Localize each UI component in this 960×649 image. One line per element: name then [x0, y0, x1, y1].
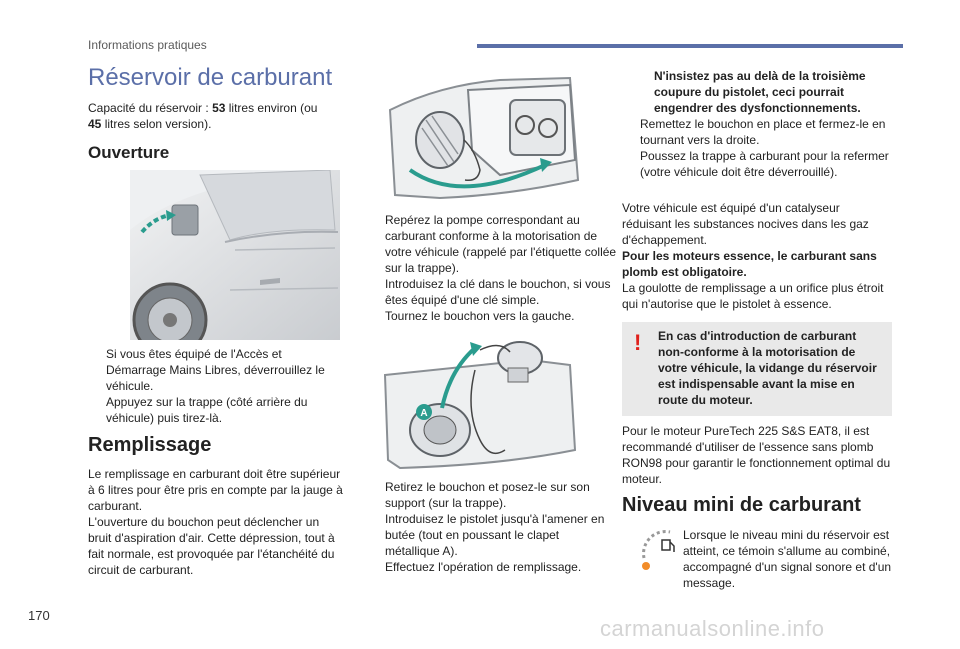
warning-box-text: En cas d'introduction de carburant non-conforme à la motorisation de votre véhicule, la vidange du réservoir est indispensable avant la mise en route du moteur. [658, 329, 877, 407]
warning-box [622, 322, 892, 416]
niveau-text: Lorsque le niveau mini du réservoir est atteint, ce témoin s'allume au combiné, accompagné d'un signal sonore et d'un message. [683, 528, 892, 590]
car-fuel-flap-illustration [130, 170, 340, 340]
closing-steps [622, 116, 890, 180]
remplissage-para-1: Le remplissage en carburant doit être supérieur à 6 litres pour être pris en compte par la jauge à carburant. [88, 467, 343, 513]
list-item: Si vous êtes équipé de l'Accès et Démarrage Mains Libres, déverrouillez le véhicule. [106, 347, 325, 393]
catalyst-para: Votre véhicule est équipé d'un catalyseur réduisant les substances nocives dans les gaz d'échappement. [622, 201, 869, 247]
warning-top: N'insistez pas au delà de la troisième coupure du pistolet, ceci pourrait engendrer des dysfonctionnements. [654, 69, 866, 115]
fuel-cap-key-illustration [380, 70, 590, 205]
list-item: Introduisez le pistolet jusqu'à l'amener en butée (tout en poussant le clapet métallique A). [385, 512, 605, 558]
fuel-gauge-icon [640, 528, 680, 572]
petrol-note: La goulotte de remplissage a un orifice plus étroit qui n'autorise que le pistolet à essence. [622, 281, 884, 311]
label-a: A [420, 408, 428, 419]
steps-list-2 [367, 479, 617, 575]
cap-removed-illustration [380, 330, 590, 470]
page-title: Réservoir de carburant [88, 64, 333, 91]
petrol-bold: Pour les moteurs essence, le carburant sans plomb est obligatoire. [622, 249, 877, 279]
watermark: carmanualsonline.info [600, 616, 825, 641]
list-item: Effectuez l'opération de remplissage. [385, 560, 582, 574]
heading-niveau: Niveau mini de carburant [622, 494, 861, 516]
fuel-flap-shape [172, 205, 198, 235]
list-item: Tournez le bouchon vers la gauche. [385, 309, 575, 323]
header-bar [477, 44, 903, 48]
catalyst-text [622, 200, 890, 312]
list-item: Retirez le bouchon et posez-le sur son support (sur la trappe). [385, 480, 590, 510]
list-item: Appuyez sur la trappe (côté arrière du véhicule) puis tirez-là. [106, 395, 308, 425]
puretech-text: Pour le moteur PureTech 225 S&S EAT8, il est recommandé d'utiliser de l'essence sans plomb RON98 pour garantir le fonctionnement optimal du moteur. [622, 424, 891, 486]
heading-remplissage: Remplissage [88, 434, 212, 456]
steps-list-1 [367, 212, 617, 324]
warning-light [642, 562, 650, 570]
list-item: Poussez la trappe à carburant pour la refermer (votre véhicule doit être déverrouillé). [640, 149, 889, 179]
heading-ouverture: Ouverture [88, 143, 170, 162]
exclamation-icon: ! [634, 330, 642, 355]
list-item: Introduisez la clé dans le bouchon, si vous êtes équipé d'une clé simple. [385, 277, 611, 307]
list-item: Repérez la pompe correspondant au carburant conforme à la motorisation de votre véhicule (rappelé par l'étiquette collée sur la trappe). [385, 213, 617, 275]
capacity-text: Capacité du réservoir : 53 litres environ (ou 45 litres selon version). [88, 101, 318, 131]
ouverture-list [88, 346, 338, 426]
remplissage-para-2: L'ouverture du bouchon peut déclencher un bruit d'aspiration d'air. Cette dépression, tout à fait normale, est provoquée par l'étanchéité du circuit de carburant. [88, 515, 335, 577]
list-item: Remettez le bouchon en place et fermez-le en tournant vers la droite. [640, 117, 886, 147]
section-header: Informations pratiques [88, 38, 207, 52]
remplissage-text [88, 466, 343, 578]
page-number: 170 [28, 608, 50, 623]
